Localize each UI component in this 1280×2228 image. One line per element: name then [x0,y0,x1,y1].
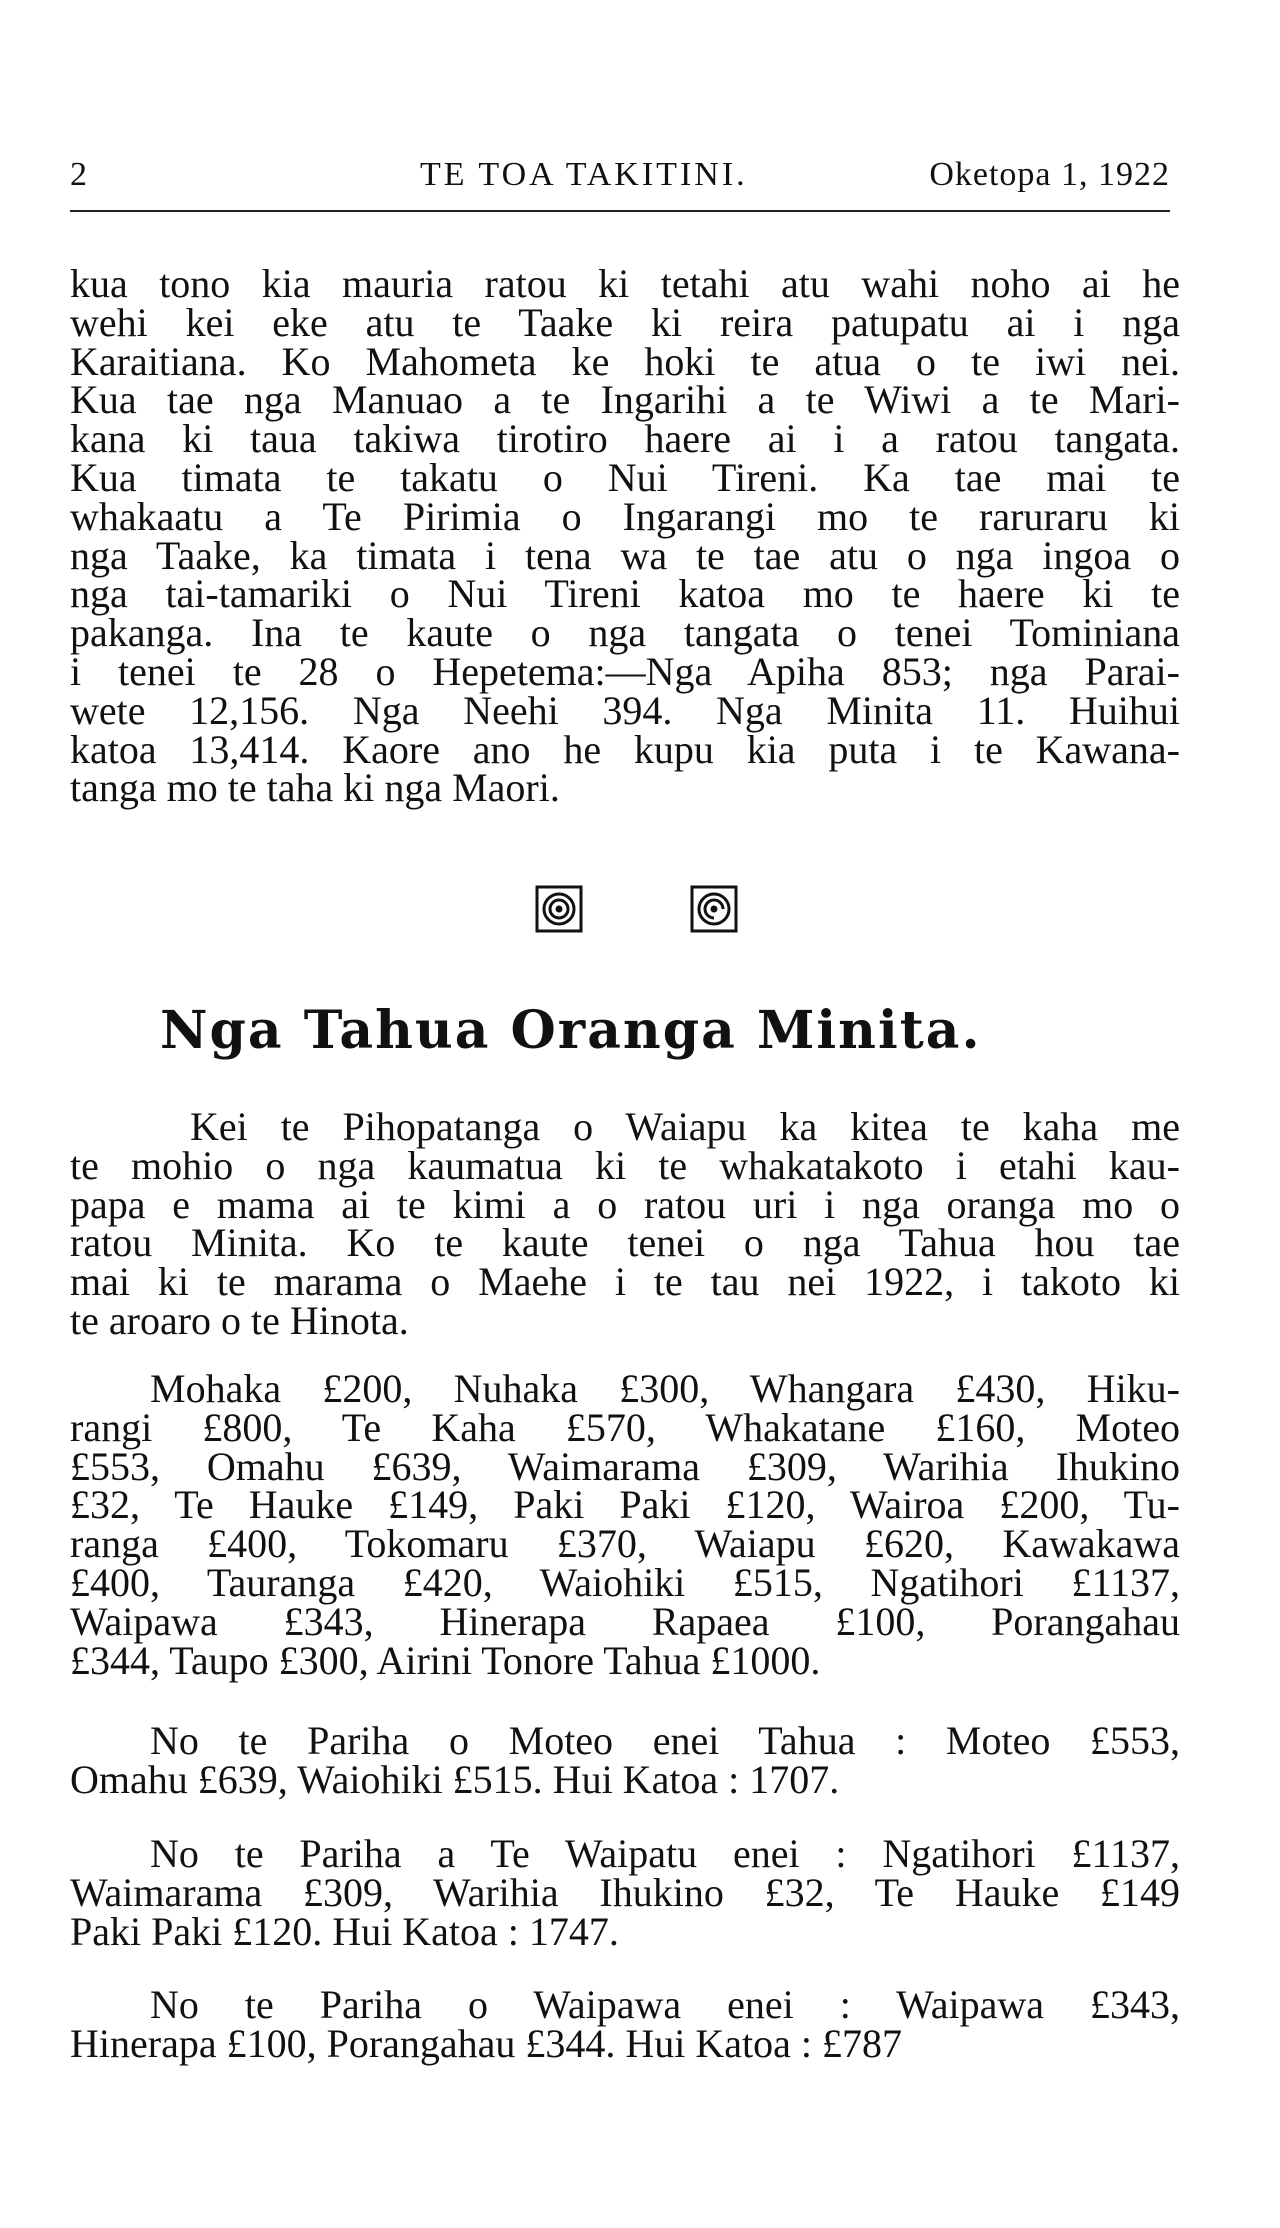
issue-date: Oketopa 1, 1922 [929,156,1170,193]
text-line: ranga £400, Tokomaru £370, Waiapu £620, Kawakawa [70,1521,1180,1567]
section-heading: Nga Tahua Oranga Minita. [160,1000,982,1061]
paragraph-waipatu-parish [70,1831,1180,1954]
text-line: mai ki te marama o Maehe i te tau nei 1922, i takoto ki [70,1259,1180,1305]
text-line: No te Pariha o Moteo enei Tahua : Moteo £553, [150,1718,1180,1763]
spiral-ornament-icon [690,885,738,933]
text-line: Karaitiana. Ko Mahometa ke hoki te atua o te iwi nei. [70,338,1180,384]
paragraph-waipawa-parish [70,1982,1180,2066]
text-line: tanga mo te taha ki nga Maori. [70,765,560,811]
spiral-ornament-icon [535,885,583,933]
text-line: £553, Omahu £639, Waimarama £309, Warihia Ihukino [70,1443,1180,1489]
text-line: papa e mama ai te kimi a o ratou uri i nga oranga mo o [70,1181,1180,1227]
text-line: rangi £800, Te Kaha £570, Whakatane £160, Moteo [70,1404,1180,1450]
text-line: te mohio o nga kaumatua ki te whakatakoto i etahi kau- [70,1142,1180,1188]
text-line: nga tai-tamariki o Nui Tireni katoa mo te haere ki te [70,571,1180,617]
text-line: Kua timata te takatu o Nui Tireni. Ka tae mai te [70,454,1180,500]
publication-title: TE TOA TAKITINI. [420,156,748,193]
text-line: Waimarama £309, Warihia Ihukino £32, Te Hauke £149 [70,1869,1180,1915]
text-line: ratou Minita. Ko te kaute tenei o nga Tahua hou tae [70,1220,1180,1266]
paragraph-intro [70,1104,1180,1343]
ornament-row [0,885,1280,945]
text-line: £32, Te Hauke £149, Paki Paki £120, Wairoa £200, Tu- [70,1482,1180,1528]
text-line: Hinerapa £100, Porangahau £344. Hui Katoa : £787 [70,2020,903,2066]
text-line: wehi kei eke atu te Taake ki reira patupatu ai i nga [70,299,1180,345]
text-line: Kei te Pihopatanga o Waiapu ka kitea te kaha me [190,1104,1180,1149]
text-line: Paki Paki £120. Hui Katoa : 1747. [70,1908,619,1954]
paragraph-moteo-parish [70,1718,1180,1802]
text-line: Waipawa £343, Hinerapa Rapaea £100, Porangahau [70,1598,1180,1644]
text-line: pakanga. Ina te kaute o nga tangata o tenei Tominiana [70,610,1180,656]
running-head [70,150,1170,202]
text-line: £344, Taupo £300, Airini Tonore Tahua £1000. [70,1637,821,1683]
text-line: No te Pariha a Te Waipatu enei : Ngatihori £1137, [150,1831,1180,1876]
text-line: Mohaka £200, Nuhaka £300, Whangara £430, Hiku- [150,1366,1180,1411]
text-line: wete 12,156. Nga Neehi 394. Nga Minita 11. Huihui [70,687,1180,733]
text-line: te aroaro o te Hinota. [70,1297,409,1343]
text-line: kana ki taua takiwa tirotiro haere ai i a ratou tangata. [70,416,1180,462]
page-number: 2 [70,156,88,193]
text-line: Omahu £639, Waiohiki £515. Hui Katoa : 1707. [70,1756,840,1802]
text-line: i tenei te 28 o Hepetema:—Nga Apiha 853; nga Parai- [70,648,1180,694]
text-line: £400, Tauranga £420, Waiohiki £515, Ngatihori £1137, [70,1559,1180,1605]
text-line: katoa 13,414. Kaore ano he kupu kia puta i te Kawana- [70,726,1180,772]
text-line: kua tono kia mauria ratou ki tetahi atu wahi noho ai he [70,261,1180,306]
paragraph-fund-list [70,1366,1180,1683]
text-line: No te Pariha o Waipawa enei : Waipawa £343, [150,1982,1180,2027]
text-line: Kua tae nga Manuao a te Ingarihi a te Wiwi a te Mari- [70,377,1180,423]
header-rule [70,210,1170,212]
text-line: whakaatu a Te Pirimia o Ingarangi mo te raruraru ki [70,493,1180,539]
paragraph-war-news [70,261,1180,811]
text-line: nga Taake, ka timata i tena wa te tae atu o nga ingoa o [70,532,1180,578]
